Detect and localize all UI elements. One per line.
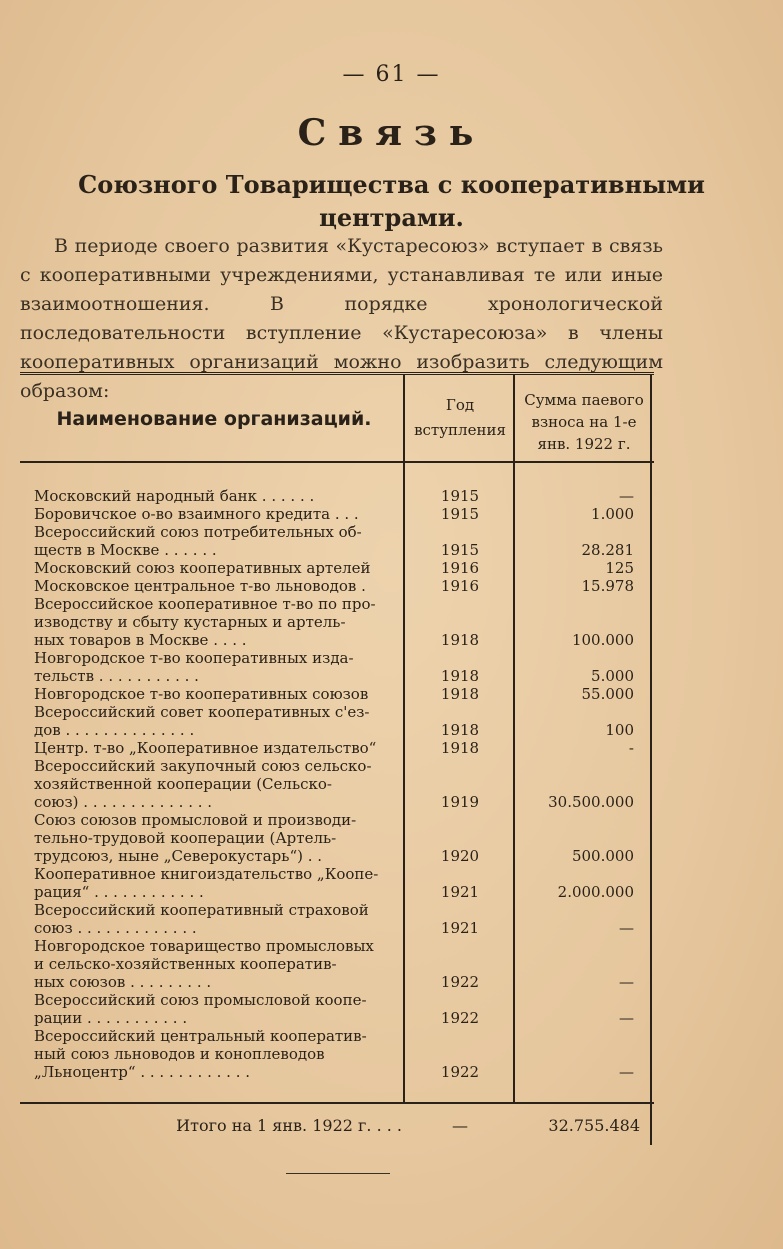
header-sum: Сумма паевого взноса на 1-е янв. 1922 г. <box>524 391 644 453</box>
cell-year: 1915 <box>440 505 480 523</box>
cell-year: 1921 <box>440 919 480 937</box>
cell-year: 1921 <box>440 883 480 901</box>
table-row <box>34 577 654 595</box>
table-row <box>34 559 654 577</box>
cell-sum: 55.000 <box>581 685 634 703</box>
cell-year: 1915 <box>440 541 480 559</box>
cell-year: 1918 <box>440 685 480 703</box>
cell-year: 1918 <box>440 739 480 757</box>
cell-name: Московский союз кооперативных артелей <box>34 559 371 577</box>
table-row <box>34 811 654 865</box>
cell-year: 1915 <box>440 487 480 505</box>
table-body <box>34 487 654 1081</box>
table-row <box>34 703 654 739</box>
cell-sum: 2.000.000 <box>557 883 634 901</box>
cell-name: Всероссийский союз потребительных об- ществ в Москве . . . . . . <box>34 523 362 559</box>
table-row <box>34 487 654 505</box>
cell-name: Новгородское т-во кооперативных союзов <box>34 685 369 703</box>
table-row <box>34 757 654 811</box>
table-row <box>34 865 654 901</box>
cell-sum: 15.978 <box>581 577 634 595</box>
cell-sum: — <box>619 487 634 505</box>
cell-sum: 500.000 <box>571 847 634 865</box>
header-rule <box>20 461 654 463</box>
cell-sum: 5.000 <box>591 667 634 685</box>
cell-sum: — <box>619 973 634 991</box>
cell-sum: - <box>628 739 634 757</box>
cell-sum: 28.281 <box>581 541 634 559</box>
membership-table <box>20 372 654 1145</box>
table-row <box>34 505 654 523</box>
cell-name: Московский народный банк . . . . . . <box>34 487 315 505</box>
cell-sum: — <box>619 1063 634 1081</box>
table-row <box>34 1027 654 1081</box>
cell-name: Всероссийский союз промысловой коопе- рации . . . . . . . . . . . <box>34 991 367 1027</box>
table-row <box>34 991 654 1027</box>
cell-name: Всероссийский закупочный союз сельско- хозяйственной кооперации (Сельско- союз) . . . . . . . . . . . . . . <box>34 757 372 811</box>
cell-name: Всероссийское кооперативное т-во по про- изводству и сбыту кустарных и артель- ных товаров в Москве . . . . <box>34 595 376 649</box>
table-row <box>34 595 654 649</box>
cell-sum: 100 <box>605 721 634 739</box>
table-row <box>34 685 654 703</box>
table-row <box>34 937 654 991</box>
table-row <box>34 901 654 937</box>
cell-year: 1922 <box>440 1063 480 1081</box>
cell-year: 1916 <box>440 577 480 595</box>
total-rule <box>20 1102 654 1104</box>
page-title: Связь <box>297 112 486 154</box>
cell-name: Союз союзов промысловой и производи- тельно-трудовой кооперации (Артель- трудсоюз, ныне „Северокустарь“) . . <box>34 811 357 865</box>
total-row <box>20 1116 654 1135</box>
cell-name: Всероссийский центральный кооператив- ный союз льноводов и коноплеводов „Льноцентр“ . . . . . . . . . . . . <box>34 1027 367 1081</box>
page-subtitle: Союзного Товарищества с кооперативными центрами. <box>78 170 705 232</box>
cell-sum: 30.500.000 <box>548 793 634 811</box>
cell-year: 1920 <box>440 847 480 865</box>
cell-sum: 100.000 <box>571 631 634 649</box>
cell-year: 1916 <box>440 559 480 577</box>
table-row <box>34 739 654 757</box>
cell-name: Новгородское т-во кооперативных изда- тельств . . . . . . . . . . . <box>34 649 354 685</box>
cell-name: Новгородское товарищество промысловых и сельско-хозяйственных кооператив- ных союзов . . . . . . . . . <box>34 937 374 991</box>
cell-name: Всероссийский кооперативный страховой союз . . . . . . . . . . . . . <box>34 901 369 937</box>
cell-year: 1919 <box>440 793 480 811</box>
cell-sum: 125 <box>605 559 634 577</box>
cell-year: 1922 <box>440 1009 480 1027</box>
cell-name: Московское центральное т-во льноводов . <box>34 577 366 595</box>
cell-year: 1918 <box>440 667 480 685</box>
cell-year: 1918 <box>440 721 480 739</box>
cell-sum: 1.000 <box>591 505 634 523</box>
total-year: — <box>452 1116 468 1135</box>
cell-year: 1918 <box>440 631 480 649</box>
cell-name: Центр. т-во „Кооперативное издательство“ <box>34 739 377 757</box>
cell-sum: — <box>619 1009 634 1027</box>
cell-name: Кооперативное книгоиздательство „Коопе- рация“ . . . . . . . . . . . . <box>34 865 379 901</box>
cell-name: Всероссийский совет кооперативных с'ез- дов . . . . . . . . . . . . . . <box>34 703 370 739</box>
cell-sum: — <box>619 919 634 937</box>
intro-paragraph: В периоде своего развития «Кустаресоюз» вступает в связь с кооперативными учреждениями, устанавливая те или иные взаимоотношения. В порядке хронологической последовательности вступление «Кустаресоюза» в члены кооперативных организаций можно изобразить следующим образом: <box>20 235 663 402</box>
table-row <box>34 649 654 685</box>
cell-name: Боровичское о-во взаимного кредита . . . <box>34 505 359 523</box>
header-year: Год вступления <box>414 396 506 439</box>
cell-year: 1922 <box>440 973 480 991</box>
header-name: Наименование организаций. <box>56 408 372 430</box>
total-label: Итого на 1 янв. 1922 г. . . . <box>176 1116 402 1135</box>
table-row <box>34 523 654 559</box>
footer-rule <box>286 1173 390 1174</box>
total-sum: 32.755.484 <box>548 1116 640 1135</box>
page-number: — 61 — <box>342 62 441 87</box>
